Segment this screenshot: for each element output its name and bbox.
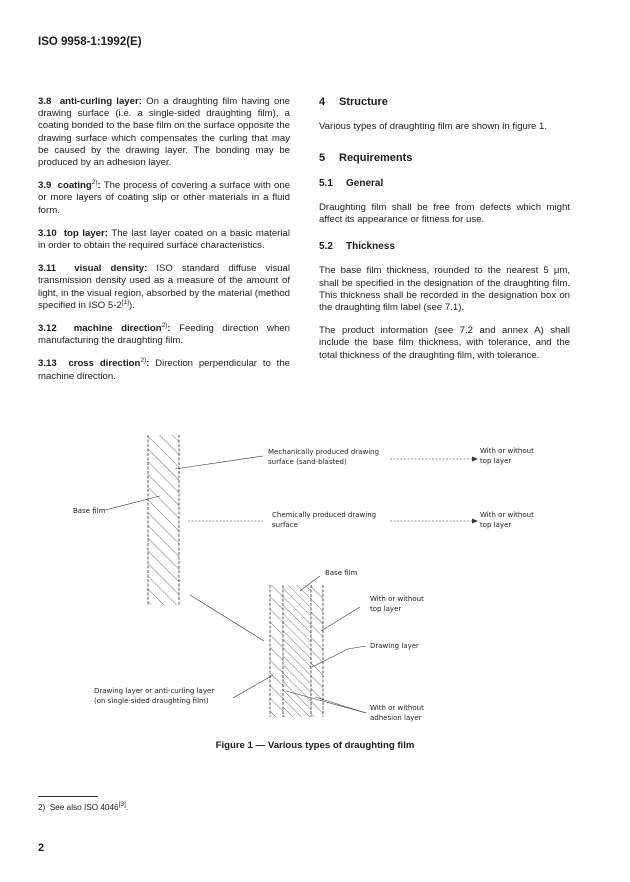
section-title: General [346,177,384,189]
term-colon: : [97,180,101,192]
label-anti-1: Drawing layer or anti-curling layer [94,687,215,695]
footnote-bib-ref: [3] [118,801,126,808]
clause-number: 3.12 [38,323,57,335]
figure-caption: Figure 1 — Various types of draughting film [215,740,415,751]
label-chem-2: surface [272,521,298,529]
section-heading-5-1 [319,178,570,190]
section-heading-5-2 [319,241,570,253]
term-colon: : [167,323,171,335]
label-adh-2: adhesion layer [370,714,422,722]
clause-number: 3.8 [38,96,52,107]
section-title: Structure [339,96,388,108]
definition-text: Feeding direction when manufacturing the draughting film. [38,323,290,347]
definition-3-9 [38,180,290,217]
label-mech-1: Mechanically produced drawing [268,448,380,456]
section-number: 5.2 [319,241,333,253]
section-number: 5 [319,152,326,165]
definition-text: On a draughting film having one drawing surface (i.e. a single-sided draughting film), a coating bonded to the base film on the surface opposite the drawing surface which compensates the curling that may be caused by the drawing layer. The bonding may be produced by an adhesion layer. [38,96,291,169]
footnote-ref: 2) [91,179,98,187]
label-base-film: Base film [73,507,106,515]
label-top1-1: With or without [480,447,534,455]
term: coating [57,180,92,192]
label-adh-1: With or without [370,704,424,712]
label-chem-1: Chemically produced drawing [272,511,377,519]
definition-text: The last layer coated on a basic material in order to obtain the required surface characteristics. [38,227,290,252]
definition-3-11 [38,263,290,312]
definition-text: Direction perpendicular to the machine direction. [38,358,290,382]
definition-3-10 [38,228,290,252]
footnote-ref: 2) [140,357,147,365]
label-base-film-2: Base film [325,569,358,577]
definition-text: The process of covering a surface with one or more layers of coating slip or other materials in a fluid form. [38,180,290,216]
figure-diagram [60,425,580,735]
term: cross direction [68,358,141,370]
clause-number: 3.13 [38,358,57,370]
term: top layer: [63,227,108,239]
definition-text-end: ). [128,299,135,311]
definition-text: ISO standard diffuse visual transmission density used as a measure of the amount of light, in the visual region, absorbed by the material (method specified in ISO 5-2 [38,263,290,311]
clause-number: 3.11 [38,263,57,275]
document-header: ISO 9958-1:1992(E) [38,36,142,48]
section-heading-5 [319,152,570,164]
definition-3-12 [38,323,290,347]
term: anti-curling layer: [59,96,142,107]
section-title: Requirements [339,152,413,165]
definition-3-13 [38,358,290,382]
term: visual density: [74,263,148,275]
section-number: 4 [319,96,326,108]
label-mech-2: surface (sand-blasted) [268,458,347,466]
section-4-text: Various types of draughting film are shown in figure 1. [319,121,548,133]
right-column [319,96,570,373]
left-column [38,96,290,394]
label-drawing-layer: Drawing layer [370,642,419,650]
footnote-rule [38,796,98,797]
footnote-ref: 2) [161,322,168,330]
single-film-drawing [148,435,179,605]
section-number: 5.1 [319,177,333,189]
section-5-2-para-2: The product information (see 7.2 and annex A) shall include the base film thickness, with tolerance, and the total thickness of the draughting film, with tolerance. [319,325,570,361]
section-heading-4 [319,96,570,108]
footnote-mark: 2) [38,803,46,812]
footnote-end: . [125,803,129,812]
label-top2-2: top layer [480,521,512,529]
term: machine direction [73,323,162,335]
label-top1-2: top layer [480,457,512,465]
footnote-text: See also ISO 4046 [49,803,119,812]
section-5-1-text: Draughting film shall be free from defects which might affect its appearance or fitness for use. [319,201,570,226]
clause-number: 3.10 [38,227,57,239]
figure-1 [60,425,580,735]
label-anti-2: (on single-sided draughting film) [94,697,209,705]
definition-3-8 [38,96,290,169]
label-top3-1: With or without [370,595,424,603]
bibliography-ref: [1] [121,298,129,306]
term-colon: : [146,358,150,370]
label-top2-1: With or without [480,511,534,519]
clause-number: 3.9 [38,180,52,192]
section-title: Thickness [346,241,395,253]
footnote [38,803,128,812]
section-5-2-para-1: The base film thickness, rounded to the nearest 5 μm, shall be specified in the designation of the draughting film. This thickness shall be recorded in the designation box on the draughting film label (see 7.1). [319,265,570,314]
label-top3-2: top layer [370,605,402,613]
page-number: 2 [38,842,45,854]
